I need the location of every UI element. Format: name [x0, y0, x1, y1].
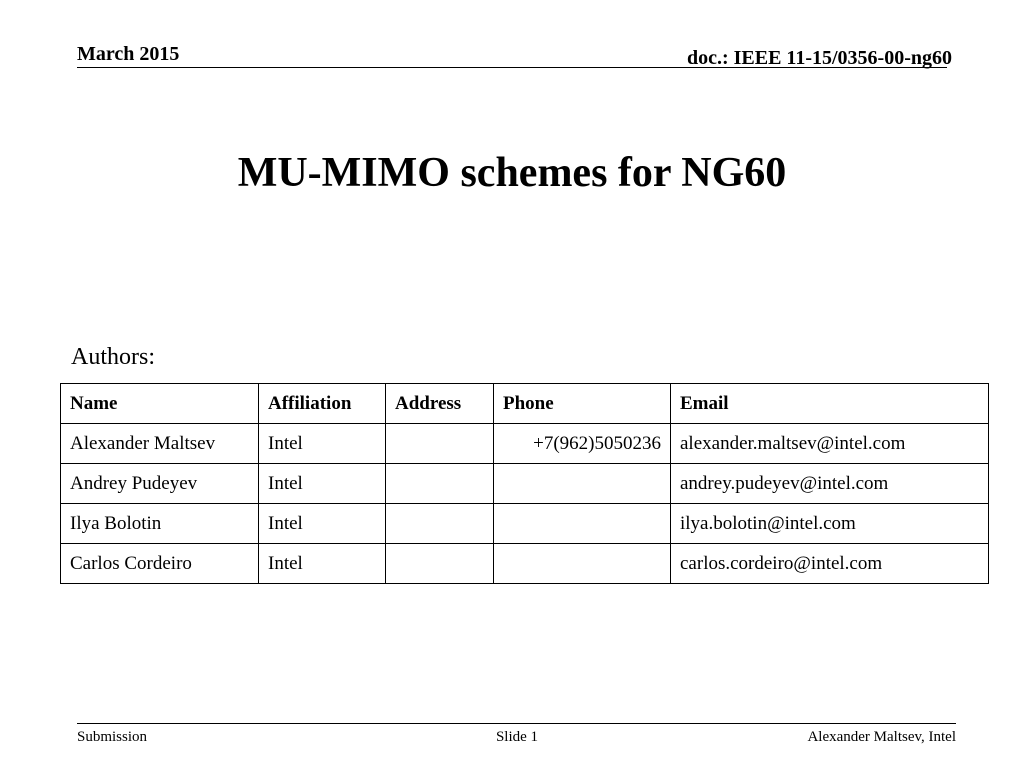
author-phone-cell [494, 464, 671, 504]
slide-title: MU-MIMO schemes for NG60 [237, 150, 787, 196]
author-address-cell [386, 424, 494, 464]
table-row [61, 424, 989, 464]
table-header-row [61, 384, 989, 424]
table-row [61, 544, 989, 584]
footer-divider [77, 723, 956, 724]
footer-slide-number: Slide 1 [495, 729, 539, 745]
author-address-cell [386, 464, 494, 504]
column-header-affiliation: Affiliation [259, 384, 386, 424]
column-header-email: Email [671, 384, 989, 424]
author-phone-cell [494, 544, 671, 584]
column-header-address: Address [386, 384, 494, 424]
footer-author: Alexander Maltsev, Intel [807, 729, 956, 745]
author-email-cell: carlos.cordeiro@intel.com [671, 544, 989, 584]
author-name-cell: Alexander Maltsev [61, 424, 259, 464]
author-address-cell [386, 544, 494, 584]
header-divider [77, 67, 947, 68]
footer-submission: Submission [77, 729, 148, 745]
author-phone-cell: +7(962)5050236 [494, 424, 671, 464]
author-affiliation-cell: Intel [259, 504, 386, 544]
header-doc-id: doc.: IEEE 11-15/0356-00-ng60 [686, 47, 952, 69]
author-affiliation-cell: Intel [259, 464, 386, 504]
author-phone-cell [494, 504, 671, 544]
header-date: March 2015 [77, 43, 180, 65]
author-email-cell: alexander.maltsev@intel.com [671, 424, 989, 464]
author-address-cell [386, 504, 494, 544]
author-name-cell: Carlos Cordeiro [61, 544, 259, 584]
author-name-cell: Andrey Pudeyev [61, 464, 259, 504]
column-header-phone: Phone [494, 384, 671, 424]
table-row [61, 464, 989, 504]
authors-label: Authors: [71, 344, 155, 370]
author-email-cell: andrey.pudeyev@intel.com [671, 464, 989, 504]
table-row [61, 504, 989, 544]
author-affiliation-cell: Intel [259, 424, 386, 464]
author-name-cell: Ilya Bolotin [61, 504, 259, 544]
column-header-name: Name [61, 384, 259, 424]
author-affiliation-cell: Intel [259, 544, 386, 584]
author-email-cell: ilya.bolotin@intel.com [671, 504, 989, 544]
authors-table [60, 383, 989, 584]
